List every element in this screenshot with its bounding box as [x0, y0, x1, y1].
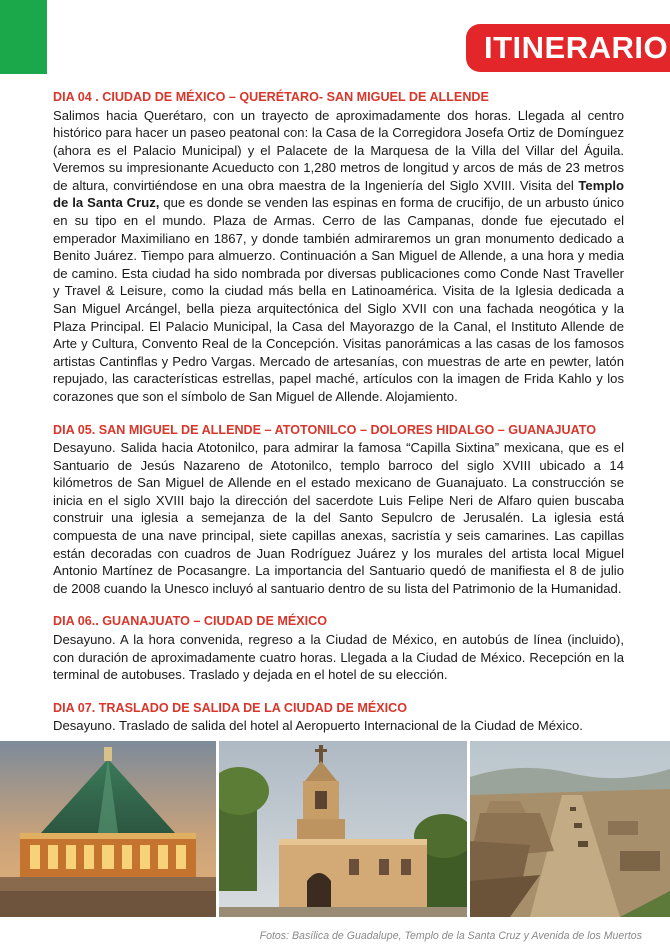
day-06-section: [53, 613, 624, 683]
itinerary-content: [53, 89, 624, 751]
flag-accent: [0, 0, 47, 74]
photo-strip: [0, 741, 670, 917]
day-07-heading: DIA 07. TRASLADO DE SALIDA DE LA CIUDAD DE MÉXICO: [53, 700, 408, 715]
day-07-text: Desayuno. Traslado de salida del hotel al Aeropuerto Internacional de la Ciudad de México.: [53, 718, 583, 734]
day-05-text: Desayuno. Salida hacia Atotonilco, para admirar la famosa “Capilla Sixtina” mexicana, que es el Santuario de Jesús Nazareno de Atotonilco, templo barroco del siglo XVIII ubicado a 14 kilómetros de San Miguel de Allende en el estado mexicano de Guanajuato. La construcción se inicia en el siglo XVIII bajo la dirección del sacerdote Luis Felipe Neri de Alfaro quien buscaba construir una iglesia a semejanza de la del Santo Sepulcro de Jerusalén. La iglesia está compuesta de una nave principal, siete capillas anexas, sacristía y seis camarines. Las capillas están decoradas con cuadros de Juan Rodríguez Juárez y los murales del artista local Miguel Antonio Martínez de Pocasangre. La importancia del Santuario quedó de manifiesta el 8 de julio de 2008 cuando la Unesco incluyó al santuario dentro de su lista del Patrimonio de la Humanidad.: [53, 440, 624, 596]
day-04-text: Salimos hacia Querétaro, con un trayecto de aproximadamente dos horas. Llegada al centro histórico para hacer un paseo peatonal con: la Casa de la Corregidora Josefa Ortiz de Domínguez (ahora es el Palacio Municipal) y el Palacete de la Marquesa de la Villa del Villar del Águila. Veremos su impresionante Acueducto con 1,280 metros de longitud y arcos de más de 23 metros de altura, convirtiéndose en una obra maestra de la Ingeniería del Siglo XVIII. Visita del Templo de la Santa Cruz, que es donde se venden las espinas en forma de crucifijo, de un arbusto único en su tipo en el mundo. Plaza de Armas. Cerro de las Campanas, donde fue ejecutado el emperador Maximiliano en 1867, y donde también admiraremos un gran monumento dedicado a Benito Juárez. Tiempo para almuerzo. Continuación a San Miguel de Allende, a una hora y media de camino. Esta ciudad ha sido nombrada por diversas publicaciones como Conde Nast Traveller y Travel & Leisure, como la ciudad más bella en Latinoamérica. Visita de la Iglesia dedicada a San Miguel Arcángel, bella pieza arquitectónica del Siglo XVII con una fachada neogótica y la Plaza Principal. El Palacio Municipal, la Casa del Mayorazgo de la Canal, el Instituto Allende de Arte y Cultura, Convento Real de la Concepción. Visitas panorámicas a las casas de los famosos artistas Cantinflas y Pedro Vargas. Mercado de artesanías, con muestras de arte en pewter, latón repujado, las características estrellas, papel maché, artículos con la imagen de Frida Kahlo y los corazones que son el símbolo de San Miguel de Allende. Alojamiento.: [53, 107, 624, 404]
page-title: ITINERARIO: [466, 24, 670, 72]
photo-templo-santa-cruz: [219, 741, 467, 917]
day-05-heading: DIA 05. SAN MIGUEL DE ALLENDE – ATOTONILCO – DOLORES HIDALGO – GUANAJUATO: [53, 422, 596, 437]
highlight-templo: Templo de la Santa Cruz,: [53, 177, 624, 211]
photo-caption: Fotos: Basílica de Guadalupe, Templo de la Santa Cruz y Avenida de los Muertos: [259, 930, 642, 942]
photo-basilica: [0, 741, 216, 917]
day-06-text: Desayuno. A la hora convenida, regreso a la Ciudad de México, en autobús de línea (incluido), con duración de aproximadamente cuatro horas. Llegada a la Ciudad de México. Recepción en la terminal de autobuses. Traslado y dejada en el hotel de su elección.: [53, 631, 624, 683]
day-07-section: [53, 700, 624, 735]
day-06-heading: DIA 06.. GUANAJUATO – CIUDAD DE MÉXICO: [53, 614, 328, 629]
day-05-section: [53, 422, 624, 598]
day-04-heading: DIA 04 . CIUDAD DE MÉXICO – QUERÉTARO- SAN MIGUEL DE ALLENDE: [53, 90, 489, 104]
day-04-section: [53, 89, 624, 406]
photo-avenida-de-los-muertos: [470, 741, 670, 917]
